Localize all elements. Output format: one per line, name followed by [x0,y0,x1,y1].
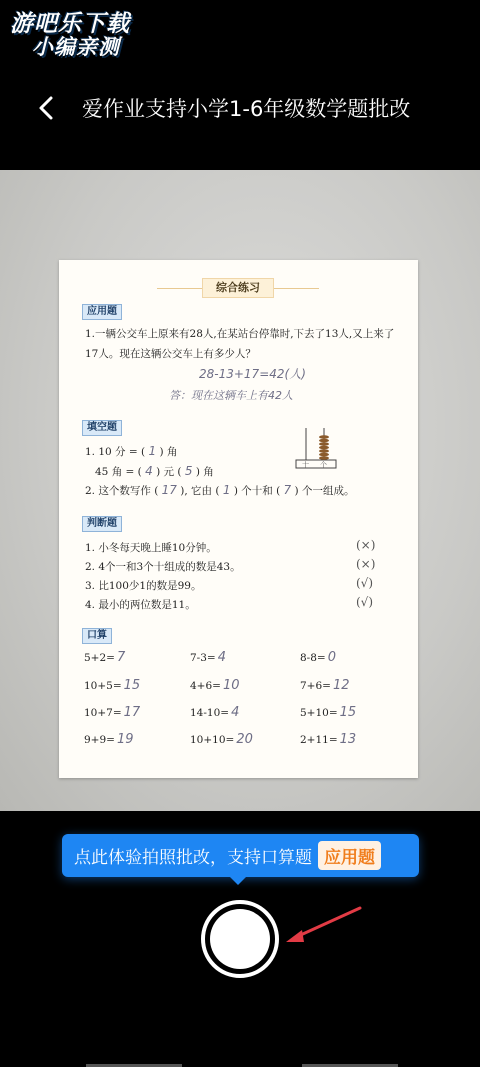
handwritten-answer: 答：现在这辆车上有42人 [169,389,293,402]
worksheet-paper [59,260,418,778]
oral-calc: 10+10= 20 [190,732,253,747]
back-button[interactable] [26,88,66,128]
judge-mark: (×) [356,538,376,552]
judge-item: 2. 4个一和3个十组成的数是43。 [85,561,241,573]
question-text: 2. 这个数写作 ( 17 ), 它由 ( 1 ) 个十和 ( 7 ) 个一组成。 [85,483,355,497]
question-text: 1. 10 分 = ( 1 ) 角 [85,444,178,458]
judge-item: 3. 比100少1的数是99。 [85,580,202,592]
shutter-inner [210,909,270,969]
section-tag-fill: 填空题 [82,420,122,436]
worksheet-header [59,278,418,298]
watermark-logo: 游吧乐下载 小编亲测 [10,11,130,60]
svg-text:个: 个 [320,461,327,469]
handwritten-answer: 28-13+17=42(人) [199,367,306,381]
tip-badge: 应用题 [318,841,381,870]
top-bar [0,80,480,136]
photo-correction-tip-button[interactable] [62,834,419,877]
judge-item: 4. 最小的两位数是11。 [85,599,196,611]
tip-text: 点此体验拍照批改，支持口算题 [74,848,312,868]
chevron-left-icon [37,95,55,121]
oral-calc: 7-3= 4 [190,650,226,665]
title-divider [157,288,202,289]
oral-calc: 4+6= 10 [190,678,240,693]
oral-calc: 10+5= 15 [84,678,141,693]
section-tag-judge: 判断题 [82,516,122,532]
abacus-illustration [294,426,344,472]
question-text: 17人。现在这辆公交车上有多少人？ [85,348,256,360]
oral-calc: 2+11= 13 [300,732,357,747]
oral-calc: 10+7= 17 [84,705,141,720]
judge-mark: (√) [356,595,374,609]
camera-preview [0,170,480,811]
oral-calc: 7+6= 12 [300,678,350,693]
question-text: 45 角 = ( 4 ) 元 ( 5 ) 角 [95,464,214,478]
oral-calc: 9+9= 19 [84,732,134,747]
judge-item: 1. 小冬每天晚上睡10分钟。 [85,542,217,554]
tip-pointer [229,876,247,885]
oral-calc: 8-8= 0 [300,650,336,665]
red-arrow-icon [282,902,366,946]
question-text: 1.一辆公交车上原来有28人,在某站台停靠时,下去了13人,又上来了 [85,328,395,340]
oral-calc: 14-10= 4 [190,705,240,720]
page-title: 爱作业支持小学1-6年级数学题批改 [82,97,411,121]
worksheet-title: 综合练习 [202,278,274,298]
shutter-button[interactable] [201,900,279,978]
judge-mark: (×) [356,557,376,571]
svg-text:十: 十 [302,461,309,469]
section-tag-application: 应用题 [82,304,122,320]
oral-calc: 5+10= 15 [300,705,357,720]
judge-mark: (√) [356,576,374,590]
section-tag-oral: 口算 [82,628,112,644]
title-divider [274,288,319,289]
oral-calc: 5+2= 7 [84,650,126,665]
